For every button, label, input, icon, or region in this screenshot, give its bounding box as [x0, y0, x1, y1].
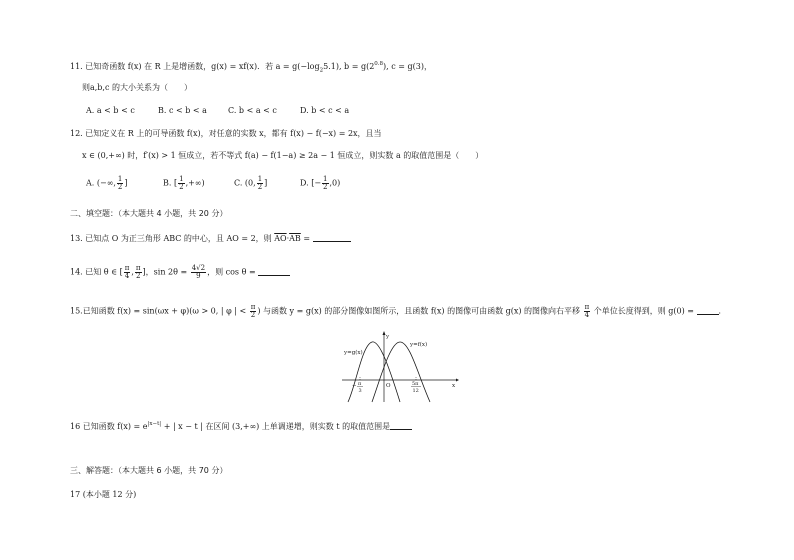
- q11-option-a[interactable]: A. a < b < c: [86, 106, 135, 115]
- graph-label-x: x: [452, 383, 456, 389]
- section-fill-in-title: 二、填空题：（本大题共 4 小题，共 20 分）: [70, 209, 228, 218]
- fraction-numerator: π: [124, 264, 130, 272]
- q14-answer-blank[interactable]: [258, 267, 290, 276]
- q12-option-c[interactable]: [234, 176, 267, 191]
- q13-vector-ao: $\overline{AO}$: [274, 234, 287, 243]
- q15-line: [70, 304, 727, 319]
- q12-option-b-fraction: [178, 176, 184, 191]
- fraction-numerator: 1: [257, 175, 263, 183]
- q12-option-a-post: ]: [124, 178, 128, 188]
- q13-equals: =: [300, 234, 313, 243]
- q12-option-a-pre: A. (−∞,: [86, 178, 116, 188]
- q13-text: 13. 已知点 O 为正三角形 ABC 的中心，且 AO = 2，则: [70, 234, 275, 243]
- q16-answer-blank[interactable]: [390, 421, 412, 430]
- q12-option-d-fraction: [322, 176, 328, 191]
- q15-graph: [340, 330, 460, 404]
- q11-option-c[interactable]: C. b < a < c: [228, 106, 277, 115]
- q14-line: [70, 265, 290, 280]
- q12-option-c-pre: C. (0,: [234, 178, 256, 188]
- q15-period: ．: [718, 306, 727, 316]
- q15-text-b: ) 与函数 y = g(x) 的部分图像如图所示，且函数 f(x) 的图像可由函数 g(x) 的图像向右平移: [257, 306, 583, 316]
- q12-option-d-pre: D. [−: [300, 178, 322, 188]
- q11-option-b[interactable]: B. c < b < a: [158, 106, 207, 115]
- q14-fraction-3: [191, 265, 206, 280]
- q13-answer-blank[interactable]: [313, 233, 351, 242]
- q12-line1: 12. 已知定义在 R 上的可导函数 f(x)，对任意的实数 x，都有 f(x) − f(−x) = 2x，且当: [70, 129, 382, 138]
- curve-f: [372, 342, 430, 402]
- graph-tick-left-sign: −: [352, 383, 357, 389]
- graph-label-f: y=f(x): [410, 342, 428, 348]
- graph-tick-right-den: 12: [412, 388, 419, 394]
- graph-x-arrow: [456, 379, 459, 382]
- q15-text-a: 15.已知函数 f(x) = sin(ωx + φ)(ω > 0, | φ | <: [70, 306, 249, 316]
- q12-option-c-post: ]: [264, 178, 268, 188]
- fraction-denominator: 2: [323, 183, 328, 191]
- q14-fraction-1: [124, 265, 131, 280]
- fraction-denominator: 2: [179, 183, 184, 191]
- q17-line: 17 (本小题 12 分): [70, 490, 137, 499]
- q12-option-d-post: ,0): [329, 178, 341, 188]
- q15-answer-blank[interactable]: [697, 306, 719, 315]
- q11-line2: 则a,b,c 的大小关系为（ ）: [82, 83, 192, 92]
- graph-tick-left-num: π: [358, 381, 362, 387]
- q13-dot: ·: [286, 234, 290, 243]
- graph-label-y: y: [386, 334, 390, 340]
- q12-option-a-fraction: [117, 176, 123, 191]
- q13-vector-ab: $\overline{AB}$: [289, 234, 301, 243]
- fraction-denominator: 2: [135, 272, 141, 280]
- graph-tick-left-den: 3: [358, 388, 362, 394]
- q11-text-a: 11. 已知奇函数 f(x) 在 R 上是增函数，g(x) = xf(x)．若 a = g(−log: [70, 62, 320, 71]
- q13-line: [70, 233, 351, 244]
- fraction-numerator: π: [584, 303, 590, 311]
- fraction-denominator: 2: [117, 183, 123, 191]
- q14-text-a: 14. 已知 θ ∈ [: [70, 267, 123, 277]
- q14-comma: ,: [131, 267, 134, 277]
- q12-line2: x ∈ (0,+∞) 时，f′(x) > 1 恒成立，若不等式 f(a) − f(1−a) ≥ 2a − 1 恒成立，则实数 a 的取值范围是（ ）: [82, 151, 484, 160]
- q11-option-d[interactable]: D. b < c < a: [300, 106, 350, 115]
- q14-text-b: ]，sin 2θ =: [142, 267, 190, 277]
- q11-log-base: 2: [319, 67, 324, 74]
- fraction-denominator: 9: [196, 272, 201, 280]
- fraction-denominator: 2: [250, 311, 256, 319]
- graph-label-origin: O: [386, 383, 391, 389]
- q11-text-b: 5.1), b = g(2: [323, 62, 375, 71]
- q14-text-c: ，则 cos θ =: [207, 267, 259, 277]
- fraction-numerator: π: [250, 303, 256, 311]
- q16-line: [70, 419, 412, 432]
- fraction-numerator: 1: [179, 175, 184, 183]
- q12-option-a[interactable]: [86, 176, 128, 191]
- fraction-denominator: 2: [257, 183, 263, 191]
- fraction-numerator: π: [135, 264, 141, 272]
- q12-option-b-pre: B. [: [163, 178, 178, 188]
- q15-fraction-1: [250, 304, 257, 319]
- q16-exponent: |x−t|: [147, 421, 162, 427]
- q15-text-c: 个单位长度得到，则 g(0) =: [591, 306, 697, 316]
- q11-text-c: ), c = g(3)，: [383, 62, 432, 71]
- fraction-numerator: 4√2: [191, 264, 206, 272]
- section-solution-title: 三、解答题：（本大题共 6 小题，共 70 分）: [70, 466, 228, 475]
- q11-exponent: 0.8: [374, 61, 384, 67]
- q16-text-a: 16 已知函数 f(x) = e: [70, 422, 148, 431]
- fraction-denominator: 4: [124, 272, 130, 280]
- q14-fraction-2: [135, 265, 142, 280]
- graph-tick-right-num: 5π: [412, 381, 419, 387]
- q15-fraction-2: [584, 304, 591, 319]
- q12-option-b[interactable]: [163, 176, 205, 191]
- fraction-denominator: 4: [584, 311, 590, 319]
- fraction-numerator: 1: [117, 175, 123, 183]
- q12-option-b-post: ,+∞): [185, 178, 205, 188]
- q12-option-d[interactable]: [300, 176, 340, 191]
- q16-text-b: + | x − t | 在区间 (3,+∞) 上单调递增，则实数 t 的取值范围是: [161, 422, 391, 431]
- q12-option-c-fraction: [257, 176, 263, 191]
- graph-label-g: y=g(x): [344, 350, 363, 356]
- fraction-numerator: 1: [323, 175, 328, 183]
- q11-line1: [70, 59, 432, 76]
